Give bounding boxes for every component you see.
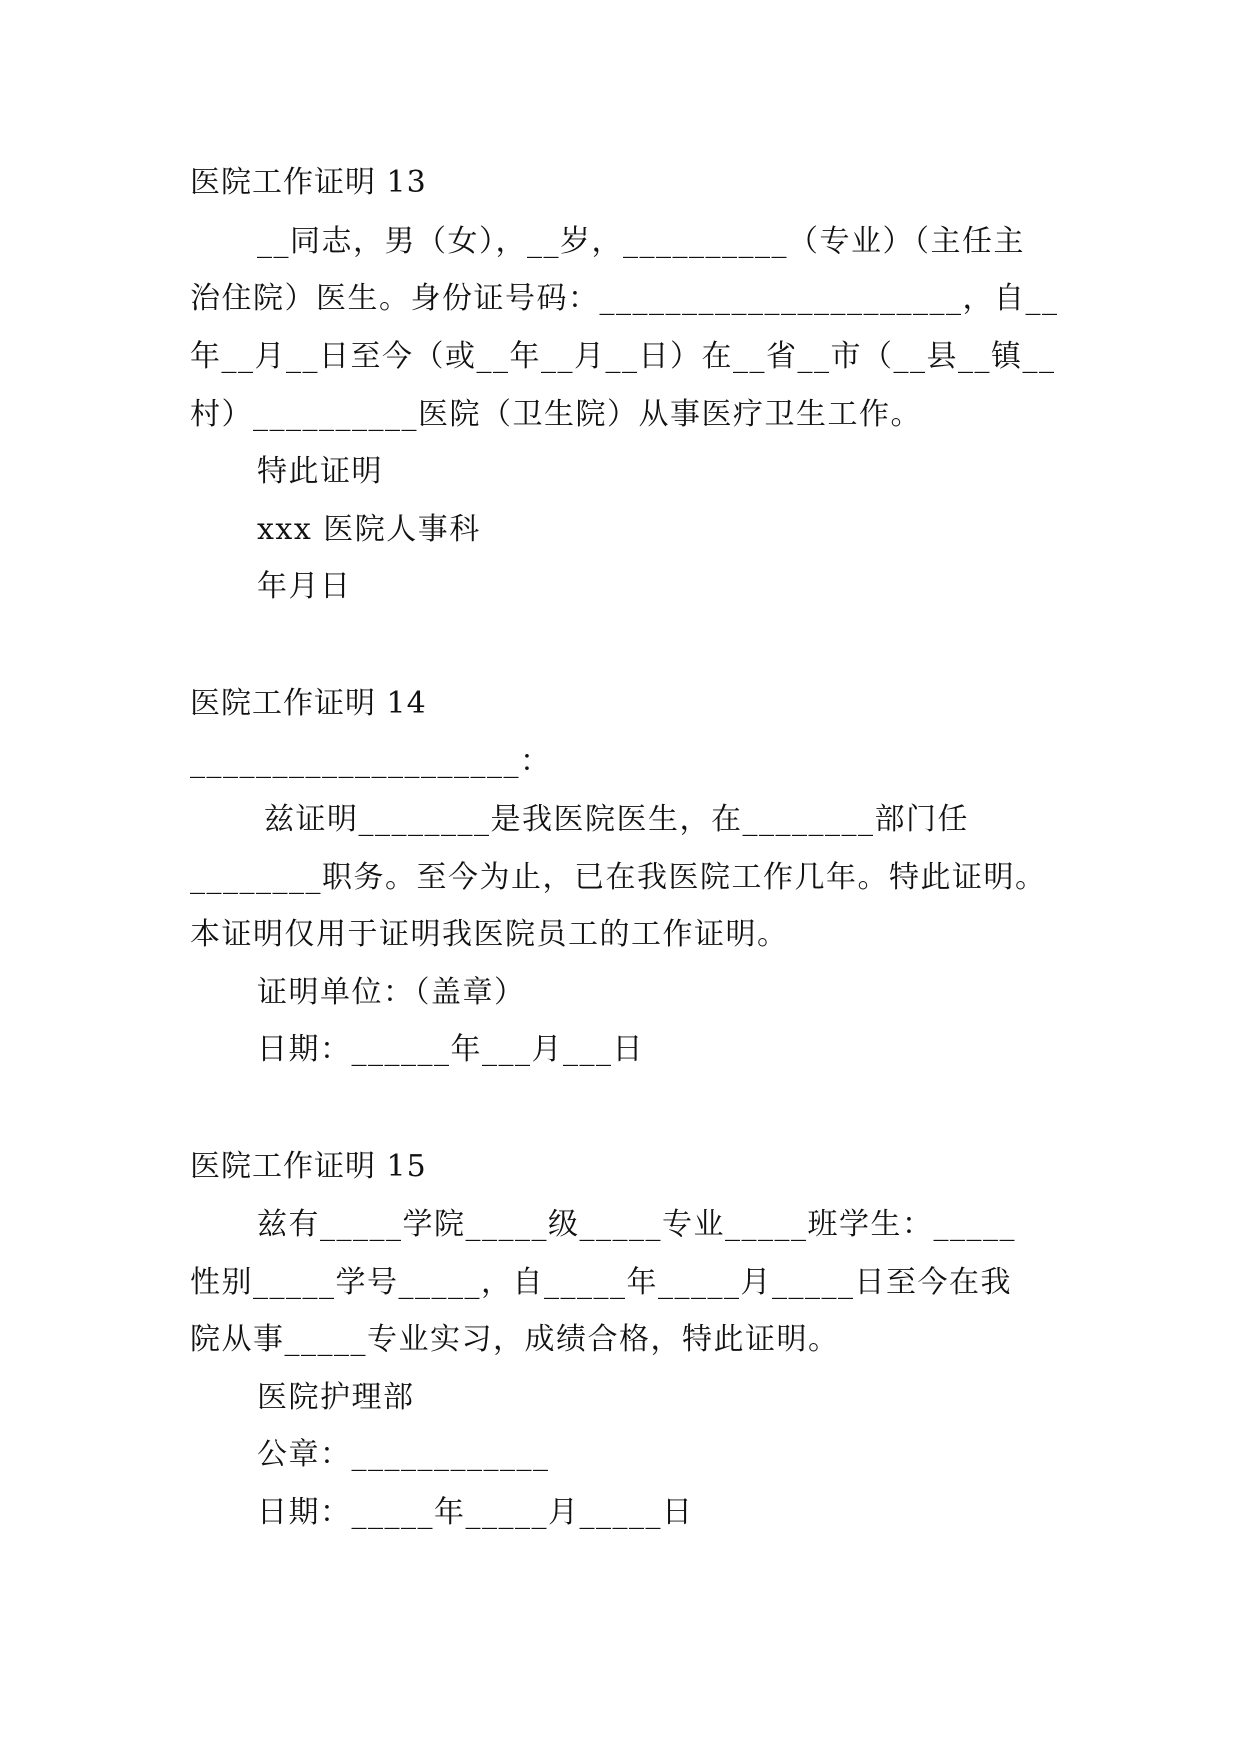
section-14-date: 日期：______年___月___日 <box>257 1032 644 1067</box>
section-15-body-line-2: 性别_____学号_____，自_____年_____月_____日至今在我 <box>190 1265 1012 1300</box>
section-13-issuer: xxx 医院人事科 <box>257 512 481 547</box>
section-14-addressee: ____________________： <box>190 744 552 779</box>
section-15-body-line-1: 兹有_____学院_____级_____专业_____班学生：_____ <box>257 1207 1016 1242</box>
section-13-date: 年月日 <box>257 569 352 604</box>
section-15-issuer: 医院护理部 <box>257 1380 415 1415</box>
section-15-body-line-3: 院从事_____专业实习，成绩合格，特此证明。 <box>190 1322 840 1357</box>
section-14-body-line-2: ________职务。至今为止，已在我医院工作几年。特此证明。 <box>190 860 1047 895</box>
section-14-body-line-1: 兹证明________是我医院医生，在________部门任 <box>264 802 969 837</box>
section-13-title: 医院工作证明 13 <box>190 165 427 200</box>
section-13-body-line-4: 村）__________医院（卫生院）从事医疗卫生工作。 <box>190 397 922 432</box>
section-15-title: 医院工作证明 15 <box>190 1149 427 1184</box>
section-14-body-line-3: 本证明仅用于证明我医院员工的工作证明。 <box>190 917 789 952</box>
section-13-body-line-1: __同志，男（女），__岁，__________（专业）（主任主 <box>257 224 1025 259</box>
section-14-title: 医院工作证明 14 <box>190 686 427 721</box>
section-13-body-line-3: 年__月__日至今（或__年__月__日）在__省__市（__县__镇__ <box>190 339 1056 374</box>
section-13-body-line-2: 治住院）医生。身份证号码：______________________，自__ <box>190 281 1059 316</box>
section-14-issuer: 证明单位：（盖章） <box>257 975 526 1010</box>
section-13-closing: 特此证明 <box>257 454 383 489</box>
section-15-seal: 公章：____________ <box>257 1437 550 1472</box>
section-15-date: 日期：_____年_____月_____日 <box>257 1495 694 1530</box>
